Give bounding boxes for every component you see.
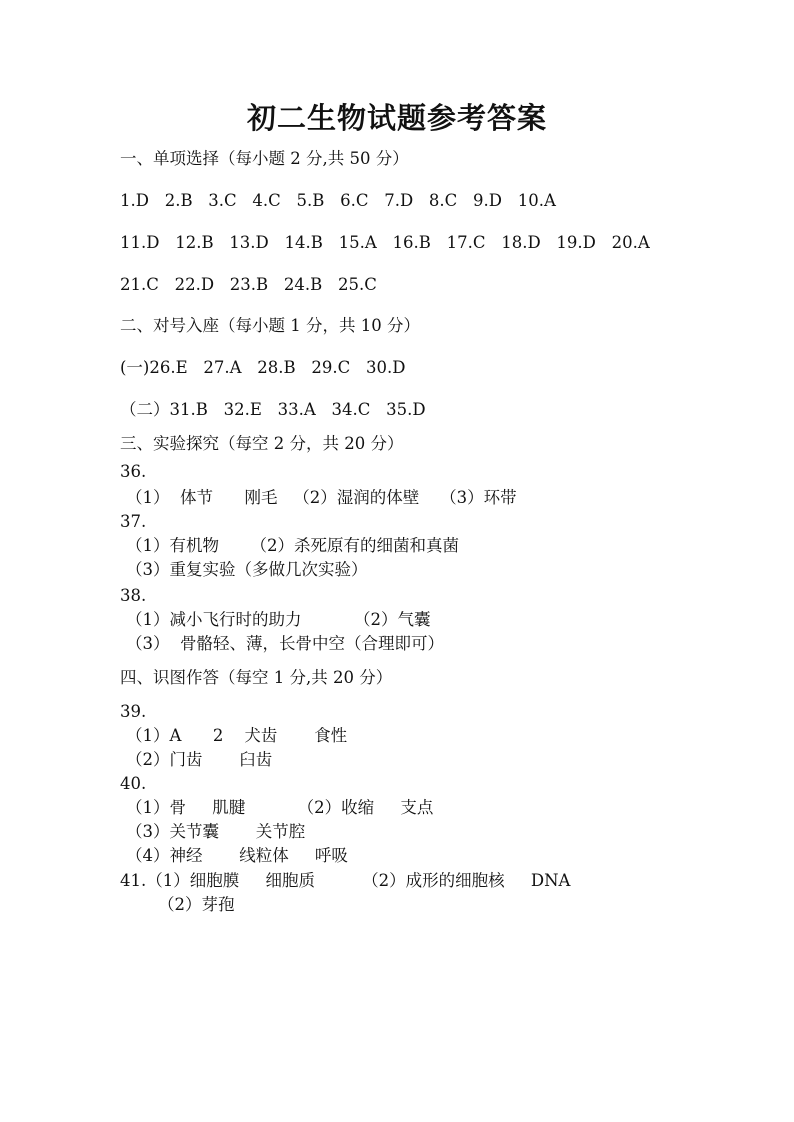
question-40-answer-line3: （4）神经 线粒体 呼吸 <box>126 846 348 865</box>
section3-heading: 三、实验探究（每空 2 分，共 20 分） <box>120 434 404 453</box>
question-39-answer-line2: （2）门齿 臼齿 <box>126 750 273 769</box>
question-40-answer-line1: （1）骨 肌腱 （2）收缩 支点 <box>126 798 434 817</box>
section2-answers-row1: (一)26.E 27.A 28.B 29.C 30.D <box>120 358 406 377</box>
section1-answers-row2: 11.D 12.B 13.D 14.B 15.A 16.B 17.C 18.D 19.D 20.A <box>120 233 650 252</box>
question-37-answer-line1: （1）有机物 （2）杀死原有的细菌和真菌 <box>126 536 459 555</box>
section4-heading: 四、识图作答（每空 1 分,共 20 分） <box>120 668 393 687</box>
question-37-answer-line2: （3）重复实验（多做几次实验） <box>126 560 368 579</box>
question-38-number: 38. <box>120 586 147 605</box>
section1-answers-row1: 1.D 2.B 3.C 4.C 5.B 6.C 7.D 8.C 9.D 10.A <box>120 191 556 210</box>
page-title: 初二生物试题参考答案 <box>246 101 547 135</box>
question-41-answer-line1: 41.（1）细胞膜 细胞质 （2）成形的细胞核 DNA <box>120 871 571 890</box>
question-40-number: 40. <box>120 774 147 793</box>
question-36-number: 36. <box>120 462 147 481</box>
question-39-answer-line1: （1）A 2 犬齿 食性 <box>126 726 348 745</box>
section1-answers-row3: 21.C 22.D 23.B 24.B 25.C <box>120 275 377 294</box>
question-39-number: 39. <box>120 702 147 721</box>
question-37-number: 37. <box>120 512 147 531</box>
section1-heading: 一、单项选择（每小题 2 分,共 50 分） <box>120 149 409 168</box>
question-40-answer-line2: （3）关节囊 关节腔 <box>126 822 306 841</box>
question-36-answer: （1） 体节 刚毛 （2）湿润的体壁 （3）环带 <box>126 488 517 507</box>
question-41-answer-line2: （2）芽孢 <box>158 895 235 914</box>
section2-answers-row2: （二）31.B 32.E 33.A 34.C 35.D <box>120 400 426 419</box>
section2-heading: 二、对号入座（每小题 1 分，共 10 分） <box>120 316 420 335</box>
question-38-answer-line2: （3） 骨骼轻、薄，长骨中空（合理即可） <box>126 634 444 653</box>
question-38-answer-line1: （1）减小飞行时的助力 （2）气囊 <box>126 610 431 629</box>
